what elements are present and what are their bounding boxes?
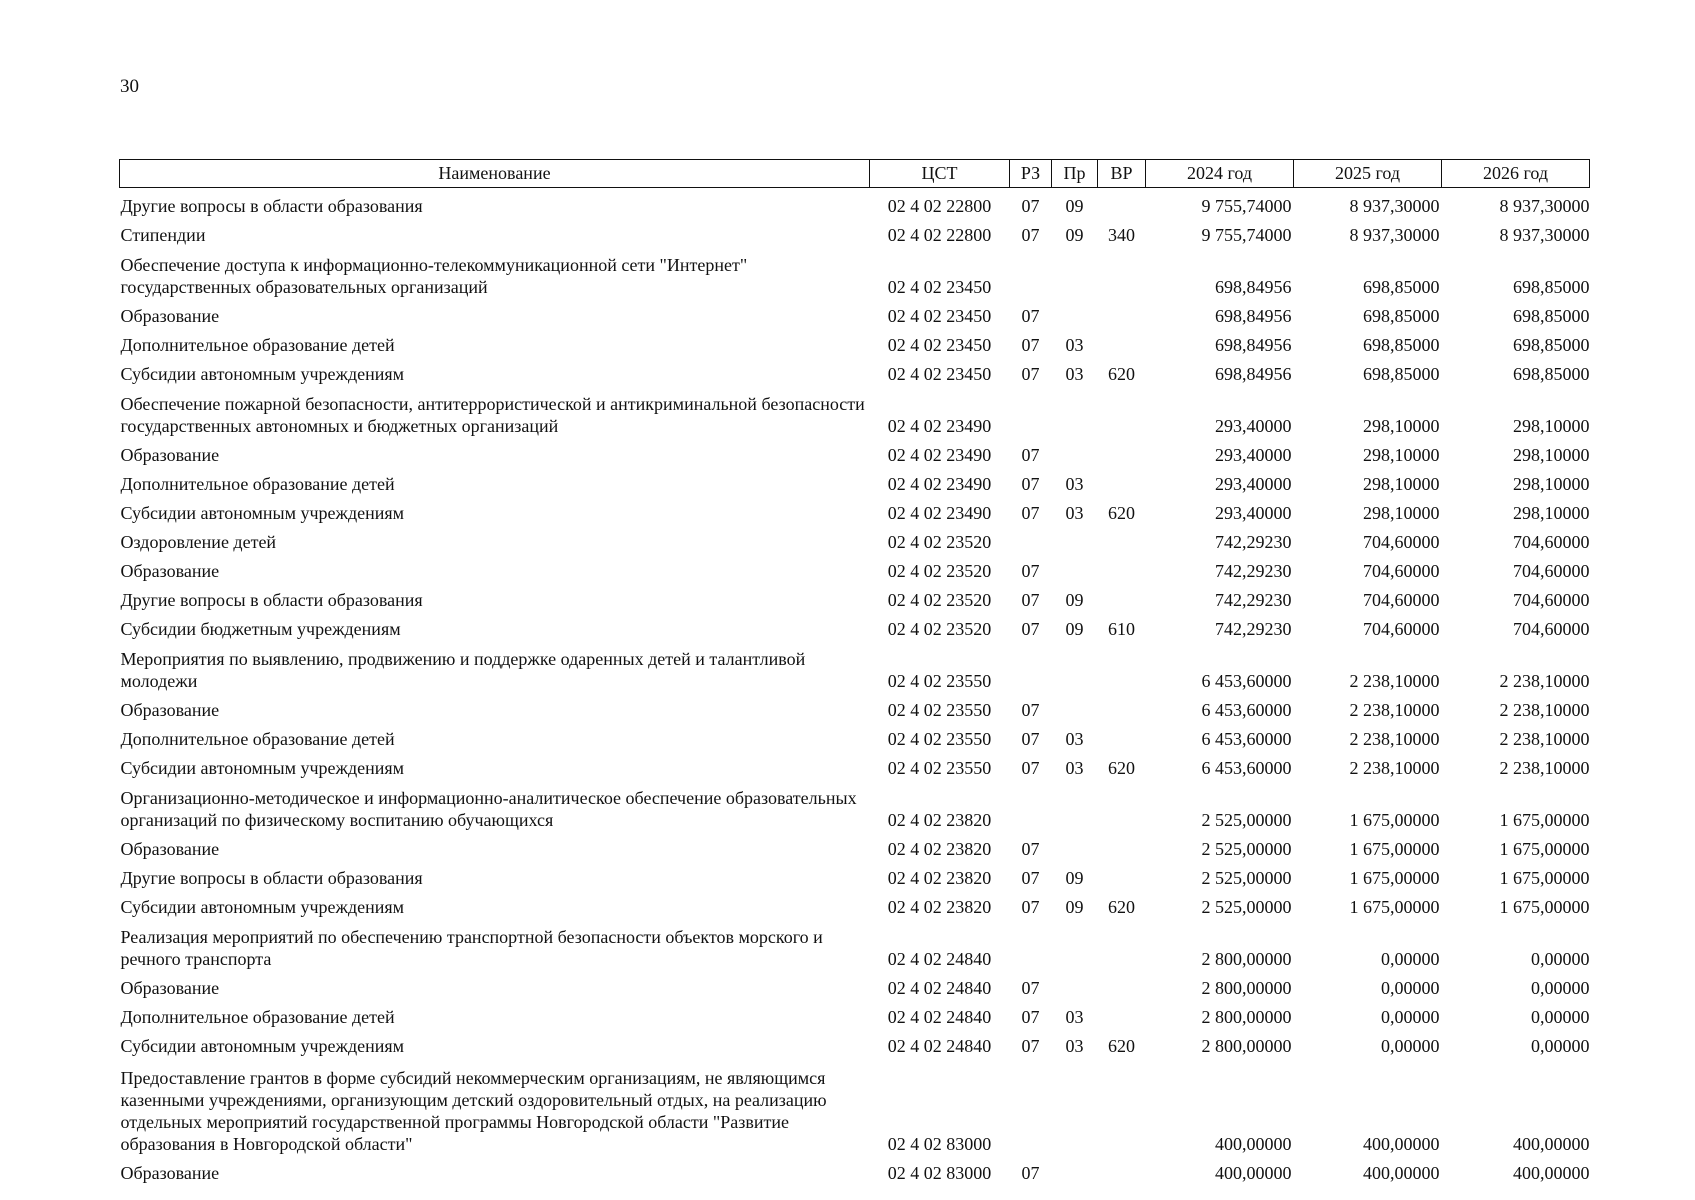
- row-rz: 07: [1021, 334, 1040, 355]
- row-name: Оздоровление детей: [120, 531, 277, 552]
- row-rz: 07: [1021, 838, 1040, 859]
- row-name: Другие вопросы в области образования: [120, 867, 423, 888]
- row-name: Другие вопросы в области образования: [120, 195, 423, 216]
- row-value-2025: 2 238,10000: [1349, 728, 1440, 749]
- row-cst: 02 4 02 23450: [887, 276, 992, 297]
- row-value-2026: 0,00000: [1531, 1035, 1590, 1056]
- table-row: [120, 750, 1590, 779]
- row-vr: [1098, 918, 1146, 970]
- budget-table: [119, 159, 1590, 1184]
- row-name: Образование: [120, 699, 220, 720]
- row-vr: [1098, 327, 1146, 356]
- row-vr: [1098, 999, 1146, 1028]
- row-rz: [1010, 918, 1052, 970]
- row-cst: 02 4 02 23490: [887, 415, 992, 436]
- row-value-2025: 1 675,00000: [1349, 867, 1440, 888]
- row-value-2026: 8 937,30000: [1499, 195, 1590, 216]
- row-rz: 07: [1021, 896, 1040, 917]
- row-value-2025: 400,00000: [1363, 1162, 1440, 1183]
- row-vr: 610: [1108, 618, 1135, 639]
- row-value-2025: 298,10000: [1363, 473, 1440, 494]
- row-vr: [1098, 721, 1146, 750]
- row-rz: 07: [1021, 1162, 1040, 1183]
- table-row: [120, 582, 1590, 611]
- row-vr: [1098, 437, 1146, 466]
- row-rz: 07: [1021, 444, 1040, 465]
- table-row: [120, 246, 1590, 298]
- row-name: Субсидии автономным учреждениям: [120, 757, 405, 778]
- header-2026: 2026 год: [1442, 160, 1590, 188]
- row-name: Предоставление грантов в форме субсидий некоммерческим организациям, не являющимся казенными учреждениями, организующим детский оздоровительный отдых, на реализацию отдельных мероприятий государственной программы Новгородской области "Развитие образования в Новгородской области": [120, 1067, 827, 1154]
- row-rz: [1010, 640, 1052, 692]
- row-cst: 02 4 02 23490: [887, 444, 992, 465]
- row-rz: 07: [1021, 195, 1040, 216]
- table-row: [120, 437, 1590, 466]
- row-rz: 07: [1021, 618, 1040, 639]
- row-rz: 07: [1021, 757, 1040, 778]
- row-name: Организационно-методическое и информационно-аналитическое обеспечение образовательных организаций по физическому воспитанию обучающихся: [120, 787, 857, 830]
- row-value-2026: 698,85000: [1513, 276, 1590, 297]
- row-rz: 07: [1021, 699, 1040, 720]
- row-pr: [1052, 692, 1098, 721]
- row-value-2024: 6 453,60000: [1201, 728, 1292, 749]
- row-pr: 09: [1065, 589, 1084, 610]
- row-cst: 02 4 02 23520: [887, 589, 992, 610]
- header-2024: 2024 год: [1146, 160, 1294, 188]
- row-vr: [1098, 970, 1146, 999]
- row-value-2025: 0,00000: [1381, 1035, 1440, 1056]
- row-pr: 09: [1065, 224, 1084, 245]
- row-value-2026: 704,60000: [1513, 589, 1590, 610]
- row-value-2026: 298,10000: [1513, 502, 1590, 523]
- row-value-2026: 704,60000: [1513, 560, 1590, 581]
- row-name: Субсидии автономным учреждениям: [120, 502, 405, 523]
- header-name: Наименование: [120, 160, 870, 188]
- row-value-2024: 2 800,00000: [1201, 977, 1292, 998]
- table-row: [120, 524, 1590, 553]
- row-rz: [1010, 524, 1052, 553]
- row-cst: 02 4 02 24840: [887, 1035, 992, 1056]
- row-vr: [1098, 385, 1146, 437]
- header-rz: РЗ: [1010, 160, 1052, 188]
- row-value-2026: 298,10000: [1513, 444, 1590, 465]
- row-value-2025: 0,00000: [1381, 1006, 1440, 1027]
- row-pr: [1052, 1057, 1098, 1155]
- row-cst: 02 4 02 23520: [887, 531, 992, 552]
- row-value-2024: 2 525,00000: [1201, 838, 1292, 859]
- row-value-2026: 1 675,00000: [1499, 867, 1590, 888]
- row-cst: 02 4 02 23450: [887, 334, 992, 355]
- row-cst: 02 4 02 23520: [887, 618, 992, 639]
- row-pr: 09: [1065, 618, 1084, 639]
- row-value-2026: 698,85000: [1513, 334, 1590, 355]
- row-value-2026: 298,10000: [1513, 473, 1590, 494]
- row-pr: 09: [1065, 867, 1084, 888]
- table-row: [120, 889, 1590, 918]
- row-cst: 02 4 02 23550: [887, 757, 992, 778]
- row-value-2026: 0,00000: [1531, 977, 1590, 998]
- row-value-2024: 742,29230: [1215, 531, 1292, 552]
- row-name: Образование: [120, 444, 220, 465]
- table-row: [120, 721, 1590, 750]
- row-pr: 03: [1065, 334, 1084, 355]
- row-value-2025: 2 238,10000: [1349, 757, 1440, 778]
- row-cst: 02 4 02 22800: [887, 195, 992, 216]
- row-value-2024: 742,29230: [1215, 589, 1292, 610]
- row-pr: [1052, 640, 1098, 692]
- row-value-2026: 0,00000: [1531, 1006, 1590, 1027]
- row-vr: [1098, 246, 1146, 298]
- row-name: Обеспечение пожарной безопасности, антитеррористической и антикриминальной безопасности государственных автономных и бюджетных организаций: [120, 393, 865, 436]
- table-row: [120, 970, 1590, 999]
- row-name: Образование: [120, 977, 220, 998]
- row-value-2025: 8 937,30000: [1349, 224, 1440, 245]
- table-row: [120, 640, 1590, 692]
- row-vr: [1098, 553, 1146, 582]
- row-vr: [1098, 640, 1146, 692]
- row-vr: 620: [1108, 1035, 1135, 1056]
- row-vr: [1098, 188, 1146, 217]
- row-value-2024: 6 453,60000: [1201, 699, 1292, 720]
- row-vr: [1098, 692, 1146, 721]
- row-vr: [1098, 524, 1146, 553]
- row-vr: [1098, 831, 1146, 860]
- row-cst: 02 4 02 24840: [887, 977, 992, 998]
- row-cst: 02 4 02 23550: [887, 728, 992, 749]
- row-cst: 02 4 02 23820: [887, 896, 992, 917]
- row-name: Другие вопросы в области образования: [120, 589, 423, 610]
- row-value-2025: 8 937,30000: [1349, 195, 1440, 216]
- row-name: Субсидии автономным учреждениям: [120, 896, 405, 917]
- table-row: [120, 188, 1590, 217]
- row-vr: 620: [1108, 502, 1135, 523]
- row-value-2025: 1 675,00000: [1349, 838, 1440, 859]
- row-cst: 02 4 02 23490: [887, 502, 992, 523]
- row-vr: [1098, 1155, 1146, 1184]
- row-name: Образование: [120, 560, 220, 581]
- row-value-2026: 2 238,10000: [1499, 699, 1590, 720]
- row-value-2026: 698,85000: [1513, 363, 1590, 384]
- row-value-2024: 400,00000: [1215, 1133, 1292, 1154]
- row-rz: [1010, 246, 1052, 298]
- row-rz: [1010, 779, 1052, 831]
- row-name: Обеспечение доступа к информационно-телекоммуникационной сети "Интернет" государственных образовательных организаций: [120, 254, 748, 297]
- row-value-2024: 9 755,74000: [1201, 224, 1292, 245]
- table-row: [120, 495, 1590, 524]
- row-cst: 02 4 02 23820: [887, 867, 992, 888]
- row-value-2025: 400,00000: [1363, 1133, 1440, 1154]
- row-value-2025: 704,60000: [1363, 618, 1440, 639]
- table-row: [120, 298, 1590, 327]
- table-header: [120, 160, 1590, 188]
- row-value-2026: 0,00000: [1531, 948, 1590, 969]
- row-vr: [1098, 779, 1146, 831]
- row-pr: 03: [1065, 757, 1084, 778]
- row-value-2025: 0,00000: [1381, 948, 1440, 969]
- row-value-2025: 698,85000: [1363, 276, 1440, 297]
- row-rz: [1010, 385, 1052, 437]
- row-pr: [1052, 918, 1098, 970]
- row-rz: 07: [1021, 867, 1040, 888]
- row-value-2024: 293,40000: [1215, 473, 1292, 494]
- table-row: [120, 385, 1590, 437]
- table-row: [120, 1057, 1590, 1155]
- row-rz: 07: [1021, 305, 1040, 326]
- row-cst: 02 4 02 23820: [887, 838, 992, 859]
- row-value-2024: 2 800,00000: [1201, 948, 1292, 969]
- row-pr: [1052, 1155, 1098, 1184]
- row-value-2024: 2 525,00000: [1201, 896, 1292, 917]
- row-vr: [1098, 860, 1146, 889]
- row-value-2025: 704,60000: [1363, 560, 1440, 581]
- row-cst: 02 4 02 23550: [887, 699, 992, 720]
- row-value-2025: 2 238,10000: [1349, 670, 1440, 691]
- table-row: [120, 356, 1590, 385]
- row-value-2026: 1 675,00000: [1499, 896, 1590, 917]
- row-vr: 620: [1108, 757, 1135, 778]
- row-value-2024: 742,29230: [1215, 618, 1292, 639]
- row-pr: [1052, 246, 1098, 298]
- table-row: [120, 327, 1590, 356]
- row-cst: 02 4 02 23820: [887, 809, 992, 830]
- table-body: [120, 188, 1590, 1184]
- row-rz: 07: [1021, 363, 1040, 384]
- row-value-2026: 704,60000: [1513, 531, 1590, 552]
- row-rz: 07: [1021, 473, 1040, 494]
- table-row: [120, 553, 1590, 582]
- row-cst: 02 4 02 23520: [887, 560, 992, 581]
- row-vr: 620: [1108, 363, 1135, 384]
- table-row: [120, 692, 1590, 721]
- row-rz: 07: [1021, 1035, 1040, 1056]
- row-value-2025: 298,10000: [1363, 415, 1440, 436]
- row-value-2026: 8 937,30000: [1499, 224, 1590, 245]
- row-rz: 07: [1021, 589, 1040, 610]
- table-row: [120, 1028, 1590, 1057]
- row-pr: 03: [1065, 363, 1084, 384]
- header-cst: ЦСТ: [870, 160, 1010, 188]
- row-value-2025: 2 238,10000: [1349, 699, 1440, 720]
- table-row: [120, 999, 1590, 1028]
- table-row: [120, 918, 1590, 970]
- table-row: [120, 466, 1590, 495]
- row-pr: 09: [1065, 896, 1084, 917]
- row-name: Дополнительное образование детей: [120, 728, 395, 749]
- row-name: Образование: [120, 305, 220, 326]
- row-value-2025: 298,10000: [1363, 502, 1440, 523]
- row-rz: 07: [1021, 1006, 1040, 1027]
- row-value-2026: 2 238,10000: [1499, 670, 1590, 691]
- row-value-2026: 698,85000: [1513, 305, 1590, 326]
- row-value-2024: 2 800,00000: [1201, 1006, 1292, 1027]
- row-name: Субсидии бюджетным учреждениям: [120, 618, 401, 639]
- row-value-2025: 298,10000: [1363, 444, 1440, 465]
- row-name: Образование: [120, 1162, 220, 1183]
- row-rz: 07: [1021, 224, 1040, 245]
- row-name: Мероприятия по выявлению, продвижению и поддержке одаренных детей и талантливой молодежи: [120, 648, 806, 691]
- row-value-2026: 2 238,10000: [1499, 728, 1590, 749]
- header-2025: 2025 год: [1294, 160, 1442, 188]
- row-pr: 09: [1065, 195, 1084, 216]
- row-cst: 02 4 02 23490: [887, 473, 992, 494]
- row-pr: [1052, 779, 1098, 831]
- row-value-2024: 698,84956: [1215, 305, 1292, 326]
- row-cst: 02 4 02 23450: [887, 305, 992, 326]
- row-pr: [1052, 298, 1098, 327]
- row-pr: 03: [1065, 473, 1084, 494]
- row-pr: 03: [1065, 1035, 1084, 1056]
- table-row: [120, 831, 1590, 860]
- row-pr: 03: [1065, 502, 1084, 523]
- row-value-2024: 742,29230: [1215, 560, 1292, 581]
- row-value-2024: 6 453,60000: [1201, 670, 1292, 691]
- row-rz: 07: [1021, 977, 1040, 998]
- row-vr: [1098, 466, 1146, 495]
- row-value-2026: 704,60000: [1513, 618, 1590, 639]
- row-value-2026: 1 675,00000: [1499, 838, 1590, 859]
- row-value-2024: 698,84956: [1215, 334, 1292, 355]
- row-value-2024: 293,40000: [1215, 502, 1292, 523]
- row-rz: 07: [1021, 560, 1040, 581]
- row-rz: [1010, 1057, 1052, 1155]
- row-value-2025: 704,60000: [1363, 531, 1440, 552]
- table-row: [120, 779, 1590, 831]
- row-name: Субсидии автономным учреждениям: [120, 1035, 405, 1056]
- row-rz: 07: [1021, 728, 1040, 749]
- table-row: [120, 611, 1590, 640]
- page-number: 30: [120, 76, 139, 97]
- row-pr: 03: [1065, 728, 1084, 749]
- header-pr: Пр: [1052, 160, 1098, 188]
- row-value-2025: 0,00000: [1381, 977, 1440, 998]
- row-value-2024: 400,00000: [1215, 1162, 1292, 1183]
- row-pr: 03: [1065, 1006, 1084, 1027]
- row-vr: [1098, 1057, 1146, 1155]
- row-value-2025: 704,60000: [1363, 589, 1440, 610]
- row-cst: 02 4 02 24840: [887, 1006, 992, 1027]
- row-pr: [1052, 437, 1098, 466]
- row-cst: 02 4 02 23550: [887, 670, 992, 691]
- row-vr: [1098, 298, 1146, 327]
- row-value-2024: 2 525,00000: [1201, 867, 1292, 888]
- table-row: [120, 860, 1590, 889]
- row-pr: [1052, 524, 1098, 553]
- row-vr: 340: [1108, 224, 1135, 245]
- row-value-2024: 9 755,74000: [1201, 195, 1292, 216]
- row-value-2024: 698,84956: [1215, 363, 1292, 384]
- row-rz: 07: [1021, 502, 1040, 523]
- table-row: [120, 1155, 1590, 1184]
- row-pr: [1052, 831, 1098, 860]
- row-cst: 02 4 02 22800: [887, 224, 992, 245]
- header-vr: ВР: [1098, 160, 1146, 188]
- row-vr: 620: [1108, 896, 1135, 917]
- row-cst: 02 4 02 23450: [887, 363, 992, 384]
- row-value-2024: 2 525,00000: [1201, 809, 1292, 830]
- row-pr: [1052, 970, 1098, 999]
- row-name: Субсидии автономным учреждениям: [120, 363, 405, 384]
- row-name: Реализация мероприятий по обеспечению транспортной безопасности объектов морского и речного транспорта: [120, 926, 823, 969]
- row-name: Дополнительное образование детей: [120, 334, 395, 355]
- row-name: Дополнительное образование детей: [120, 473, 395, 494]
- row-value-2026: 2 238,10000: [1499, 757, 1590, 778]
- row-name: Дополнительное образование детей: [120, 1006, 395, 1027]
- row-value-2025: 1 675,00000: [1349, 896, 1440, 917]
- row-value-2025: 698,85000: [1363, 334, 1440, 355]
- row-cst: 02 4 02 24840: [887, 948, 992, 969]
- row-pr: [1052, 553, 1098, 582]
- row-value-2024: 6 453,60000: [1201, 757, 1292, 778]
- row-pr: [1052, 385, 1098, 437]
- row-value-2026: 1 675,00000: [1499, 809, 1590, 830]
- row-cst: 02 4 02 83000: [887, 1133, 992, 1154]
- row-value-2025: 1 675,00000: [1349, 809, 1440, 830]
- row-value-2024: 2 800,00000: [1201, 1035, 1292, 1056]
- row-name: Образование: [120, 838, 220, 859]
- row-vr: [1098, 582, 1146, 611]
- row-value-2024: 293,40000: [1215, 444, 1292, 465]
- table-row: [120, 217, 1590, 246]
- row-value-2026: 298,10000: [1513, 415, 1590, 436]
- row-value-2024: 698,84956: [1215, 276, 1292, 297]
- row-name: Стипендии: [120, 224, 206, 245]
- row-value-2026: 400,00000: [1513, 1162, 1590, 1183]
- row-value-2026: 400,00000: [1513, 1133, 1590, 1154]
- row-cst: 02 4 02 83000: [887, 1162, 992, 1183]
- row-value-2024: 293,40000: [1215, 415, 1292, 436]
- row-value-2025: 698,85000: [1363, 305, 1440, 326]
- row-value-2025: 698,85000: [1363, 363, 1440, 384]
